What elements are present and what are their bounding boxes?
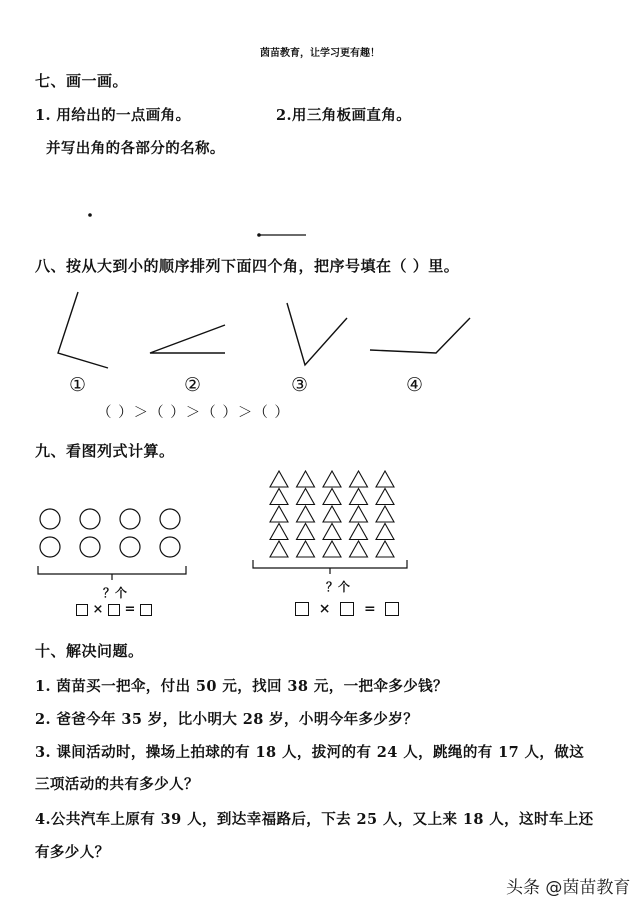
angle-label-4: ④ [406, 374, 424, 396]
problem-4-line1: 4.公共汽车上原有 39 人，到达幸福路后，下去 25 人，又上来 18 人，这时车上还 [35, 811, 594, 828]
angle-label-3: ③ [291, 374, 309, 396]
page-header: 茵苗教育，让学习更有趣！ [260, 48, 380, 59]
equals-sign: = [363, 601, 376, 617]
triangle [350, 506, 368, 522]
problem-3-line1: 3. 课间活动时，操场上拍球的有 18 人，拔河的有 24 人，跳绳的有 17 人，做这 [35, 744, 585, 761]
times-sign: × [92, 602, 104, 617]
triangle [350, 541, 368, 557]
section-7-q1-line2: 并写出角的各部分的名称。 [46, 140, 225, 157]
triangle [270, 489, 288, 505]
circle [120, 509, 140, 529]
triangle [323, 541, 341, 557]
right-question-label: ？个 [326, 580, 351, 594]
given-point [88, 213, 92, 217]
circle [40, 537, 60, 557]
triangle [297, 506, 315, 522]
circle-grid [40, 509, 180, 557]
circle [160, 509, 180, 529]
section-7-q1: 1. 用给出的一点画角。 [35, 107, 191, 124]
angle-2 [150, 325, 225, 353]
section-7-title: 七、画一画。 [35, 72, 129, 90]
right-brace [253, 560, 407, 574]
times-sign: × [318, 601, 331, 617]
section-10-title: 十、解决问题。 [35, 642, 144, 660]
triangle [270, 471, 288, 487]
section-8-title: 八、按从大到小的顺序排列下面四个角，把序号填在（ ）里。 [35, 257, 460, 275]
triangle [323, 471, 341, 487]
triangle [376, 489, 394, 505]
order-blanks: （ ）＞（ ）＞（ ）＞（ ） [97, 405, 290, 421]
triangle [376, 471, 394, 487]
angle-4 [370, 318, 470, 353]
equals-sign: = [124, 602, 136, 617]
triangle [350, 489, 368, 505]
problem-1: 1. 茵苗买一把伞，付出 50 元，找回 38 元，一把伞多少钱？ [35, 678, 448, 695]
triangle [323, 489, 341, 505]
angle-1 [58, 292, 108, 368]
angle-label-1: ① [69, 374, 87, 396]
problem-3-line2: 三项活动的共有多少人？ [35, 776, 199, 793]
triangle [297, 541, 315, 557]
triangle [376, 541, 394, 557]
triangle [270, 541, 288, 557]
circle [120, 537, 140, 557]
triangle [350, 524, 368, 540]
angle-3 [287, 303, 347, 365]
triangle [297, 471, 315, 487]
triangle [350, 471, 368, 487]
triangle [270, 524, 288, 540]
circle [40, 509, 60, 529]
angle-label-2: ② [184, 374, 202, 396]
problem-4-line2: 有多少人？ [35, 844, 110, 861]
left-brace [38, 566, 186, 580]
section-9-title: 九、看图列式计算。 [35, 442, 175, 460]
triangle [376, 506, 394, 522]
left-question-label: ？个 [103, 586, 128, 600]
triangle [297, 524, 315, 540]
circle [80, 537, 100, 557]
circle [80, 509, 100, 529]
circle [160, 537, 180, 557]
triangle [323, 506, 341, 522]
triangle-grid [270, 471, 394, 557]
triangle [270, 506, 288, 522]
triangle [376, 524, 394, 540]
watermark: 头条 @茵苗教育 [506, 878, 631, 898]
triangle [323, 524, 341, 540]
section-7-q2: 2.用三角板画直角。 [276, 107, 412, 124]
problem-2: 2. 爸爸今年 35 岁，比小明大 28 岁，小明今年多少岁？ [35, 711, 419, 728]
triangle [297, 489, 315, 505]
